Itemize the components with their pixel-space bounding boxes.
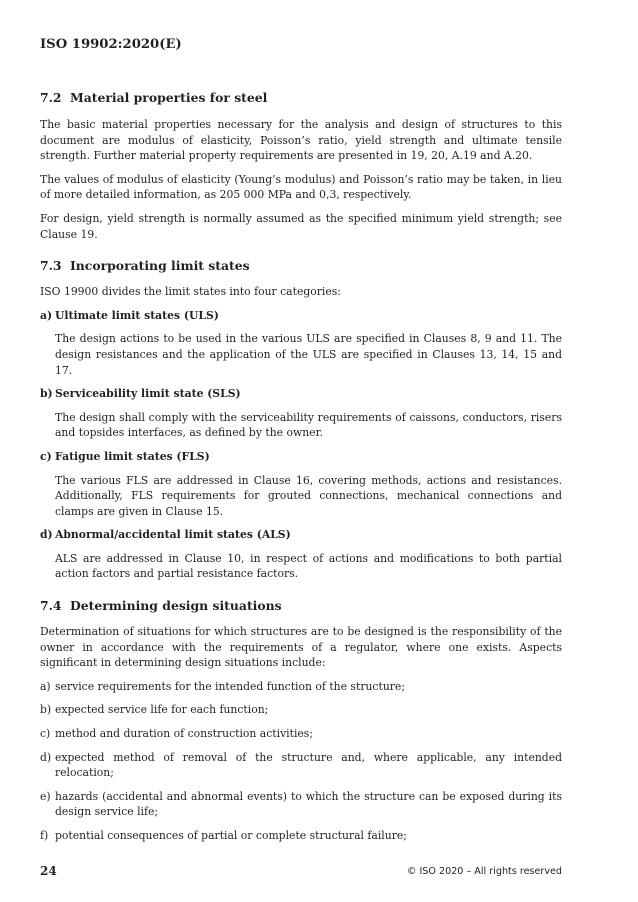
list-item [40, 726, 562, 742]
limit-state-heading-b [40, 386, 562, 402]
limit-state-title: Abnormal/accidental limit states (ALS) [55, 528, 291, 542]
list-text: expected method of removal of the structure and, where applicable, any intended relocation; [55, 750, 562, 780]
list-label: d) [40, 528, 53, 542]
limit-state-title: Fatigue limit states (FLS) [55, 449, 210, 463]
document-identifier: ISO 19902:2020(E) [40, 37, 182, 52]
list-label: a) [40, 308, 53, 322]
limit-state-heading-c [40, 449, 562, 465]
list-text: hazards (accidental and abnormal events) to which the structure can be exposed during its design service life; [55, 789, 562, 819]
list-label: f) [40, 829, 49, 842]
section-number: 7.4 [40, 598, 62, 614]
section-number: 7.2 [40, 90, 62, 105]
page-number: 24 [40, 864, 57, 878]
list-item [40, 750, 562, 781]
paragraph: Determination of situations for which structures are to be designed is the responsibility of the owner in accordance with the requirements of a regulator, where one exists. Aspects significant in determining design situations include: [40, 625, 562, 670]
paragraph: The values of modulus of elasticity (Young’s modulus) and Poisson’s ratio may be taken, in lieu of more detailed information, as 205 000 MPa and 0,3, respectively. [40, 172, 562, 202]
section-heading-7-3 [40, 258, 562, 273]
list-label: b) [40, 387, 53, 401]
limit-state-text: The various FLS are addressed in Clause 16, covering methods, actions and resistances. Additionally, FLS requirements for grouted connections, mechanical connections and clamps are given in Clause 15. [55, 473, 562, 518]
list-text: service requirements for the intended function of the structure; [55, 679, 405, 693]
list-label: e) [40, 789, 51, 803]
section-heading-7-2 [40, 90, 562, 105]
list-label: a) [40, 679, 51, 693]
list-label: c) [40, 727, 51, 741]
copyright-notice: © ISO 2020 – All rights reserved [406, 866, 562, 877]
list-label: b) [40, 703, 52, 717]
list-item [40, 828, 562, 844]
list-item [40, 679, 562, 695]
limit-state-title: Ultimate limit states (ULS) [55, 308, 219, 322]
section-title: Incorporating limit states [70, 258, 250, 274]
list-label: c) [40, 449, 52, 463]
section-number: 7.3 [40, 258, 62, 274]
list-item [40, 789, 562, 820]
list-text: method and duration of construction activities; [55, 727, 313, 741]
section-heading-7-4 [40, 598, 562, 613]
paragraph: For design, yield strength is normally assumed as the specified minimum yield strength; see Clause 19. [40, 211, 562, 241]
list-item [40, 702, 562, 718]
paragraph: ISO 19900 divides the limit states into four categories: [40, 285, 341, 299]
limit-state-text: ALS are addressed in Clause 10, in respect of actions and modifications to both partial action factors and partial resistance factors. [55, 551, 562, 581]
list-text: potential consequences of partial or complete structural failure; [55, 829, 407, 842]
limit-state-text: The design shall comply with the serviceability requirements of caissons, conductors, risers and topsides interfaces, as defined by the owner. [55, 410, 562, 440]
limit-state-heading-a [40, 308, 562, 324]
list-label: d) [40, 750, 52, 764]
section-title: Determining design situations [70, 598, 282, 614]
section-title: Material properties for steel [70, 90, 268, 105]
limit-state-heading-d [40, 527, 562, 543]
paragraph: The basic material properties necessary for the analysis and design of structures to this document are modulus of elasticity, Poisson’s ratio, yield strength and ultimate tensile strength. Further material property requirements are presented in 19, 20, A.19 and A.20. [40, 118, 562, 163]
list-text: expected service life for each function; [55, 703, 269, 717]
limit-state-title: Serviceability limit state (SLS) [55, 387, 241, 401]
page-body [40, 90, 562, 844]
limit-state-text: The design actions to be used in the various ULS are specified in Clauses 8, 9 and 11. The design resistances and the application of the ULS are specified in Clauses 13, 14, 15 and 17. [55, 332, 562, 377]
